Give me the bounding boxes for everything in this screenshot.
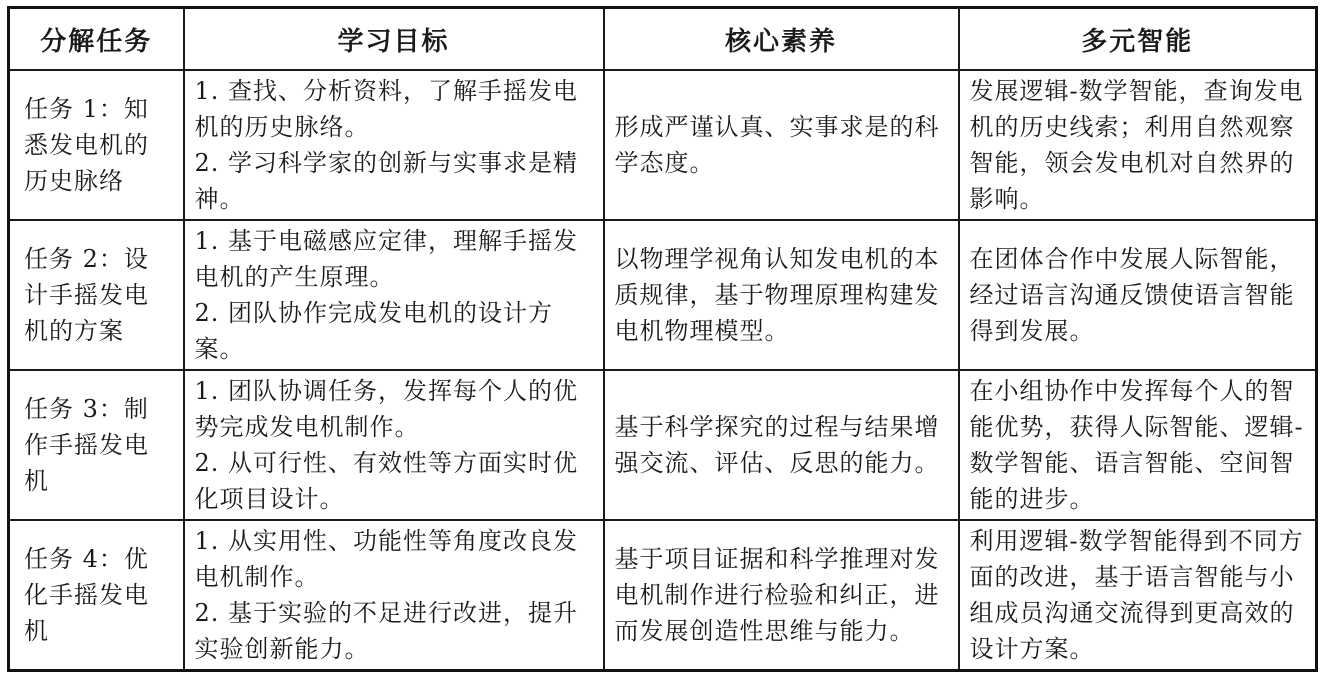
goal-item: 1. 从实用性、功能性等角度改良发电机制作。 — [194, 527, 579, 591]
goal-item: 2. 基于实验的不足进行改进，提升实验创新能力。 — [194, 599, 579, 663]
goal-item: 1. 团队协调任务，发挥每个人的优势完成发电机制作。 — [194, 377, 579, 441]
goals-cell — [184, 220, 604, 370]
intelligence-cell: 在小组协作中发挥每个人的智能优势，获得人际智能、逻辑-数学智能、语言智能、空间智能的进步。 — [959, 370, 1317, 520]
goals-cell — [184, 70, 604, 220]
header-intelligence: 多元智能 — [959, 8, 1317, 71]
goal-item: 1. 查找、分析资料，了解手摇发电机的历史脉络。 — [194, 77, 579, 141]
literacy-cell: 形成严谨认真、实事求是的科学态度。 — [604, 70, 959, 220]
literacy-cell: 基于科学探究的过程与结果增强交流、评估、反思的能力。 — [604, 370, 959, 520]
goal-item: 2. 学习科学家的创新与实事求是精神。 — [194, 149, 579, 213]
header-row — [9, 8, 1317, 71]
task-cell: 任务 1：知悉发电机的历史脉络 — [9, 70, 184, 220]
intelligence-cell: 利用逻辑-数学智能得到不同方面的改进，基于语言智能与小组成员沟通交流得到更高效的设计方案。 — [959, 520, 1317, 671]
task-cell: 任务 2：设计手摇发电机的方案 — [9, 220, 184, 370]
header-goals: 学习目标 — [184, 8, 604, 71]
goal-item: 1. 基于电磁感应定律，理解手摇发电机的产生原理。 — [194, 227, 579, 291]
goal-item: 2. 团队协作完成发电机的设计方案。 — [194, 299, 554, 363]
header-literacy: 核心素养 — [604, 8, 959, 71]
literacy-cell: 基于项目证据和科学推理对发电机制作进行检验和纠正，进而发展创造性思维与能力。 — [604, 520, 959, 671]
goals-cell — [184, 370, 604, 520]
intelligence-cell: 在团体合作中发展人际智能，经过语言沟通反馈使语言智能得到发展。 — [959, 220, 1317, 370]
table-row — [9, 520, 1317, 671]
goals-cell — [184, 520, 604, 671]
header-task: 分解任务 — [9, 8, 184, 71]
task-cell: 任务 3：制作手摇发电机 — [9, 370, 184, 520]
intelligence-cell: 发展逻辑-数学智能，查询发电机的历史线索；利用自然观察智能，领会发电机对自然界的影响。 — [959, 70, 1317, 220]
goal-item: 2. 从可行性、有效性等方面实时优化项目设计。 — [194, 449, 579, 513]
task-table — [7, 6, 1318, 672]
literacy-cell: 以物理学视角认知发电机的本质规律，基于物理原理构建发电机物理模型。 — [604, 220, 959, 370]
task-cell: 任务 4：优化手摇发电机 — [9, 520, 184, 671]
table-row — [9, 370, 1317, 520]
table-row — [9, 220, 1317, 370]
table-row — [9, 70, 1317, 220]
